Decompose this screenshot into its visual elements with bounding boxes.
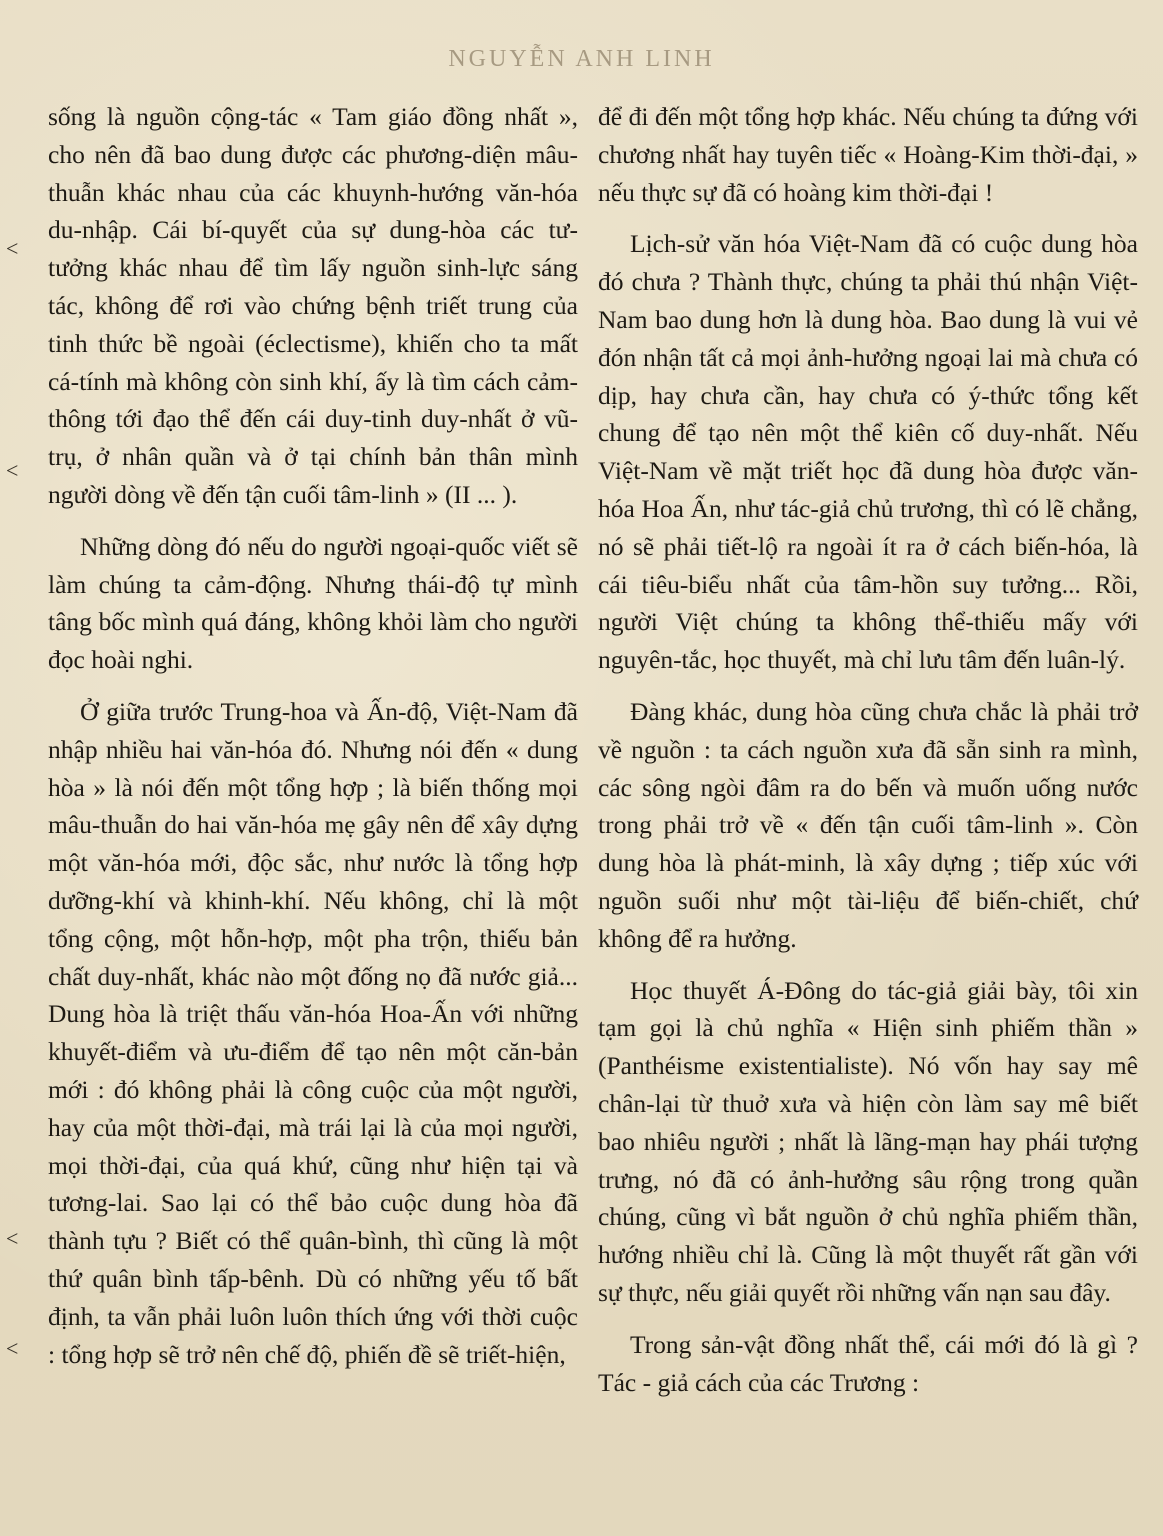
left-text-column <box>48 98 578 1387</box>
paragraph: Học thuyết Á-Đông do tác-giả giải bày, tôi xin tạm gọi là chủ nghĩa « Hiện sinh phiếm thần » (Panthéisme existentialiste). Nó vốn hay say mê chân-lại từ thuở xưa và hiện còn làm say mê biết bao nhiêu người ; nhất là lãng-mạn hay phái tượng trưng, nó đã có ảnh-hưởng sâu rộng trong quần chúng, cũng vì bắt nguồn ở chủ nghĩa phiếm thần, hướng nhiều chỉ là. Cũng là một thuyết rất gần với sự thực, nếu giải quyết rồi những vấn nạn sau đây. <box>598 975 1138 1307</box>
margin-mark: ˂ <box>6 1226 19 1251</box>
margin-mark: ˂ <box>6 236 19 261</box>
paragraph: Đàng khác, dung hòa cũng chưa chắc là phải trở về nguồn : ta cách nguồn xưa đã sẵn sinh ra mình, các sông ngòi đâm ra do bến và muốn uống nước trong phải trở về « đến tận cuối tâm-linh ». Còn dung hòa là phát-minh, là xây dựng ; tiếp xúc với nguồn suối như một tài-liệu để biến-chiết, chứ không để ra hưởng. <box>598 696 1138 953</box>
margin-mark: ˂ <box>6 1336 19 1361</box>
running-head: NGUYỄN ANH LINH <box>448 46 715 72</box>
paragraph: để đi đến một tổng hợp khác. Nếu chúng ta đứng với chương nhất hay tuyên tiếc « Hoàng-Kim thời-đại, » nếu thực sự đã có hoàng kim thời-đại ! <box>598 102 1138 207</box>
paragraph: sống là nguồn cộng-tác « Tam giáo đồng nhất », cho nên đã bao dung được các phương-diện mâu-thuẫn khác nhau của các khuynh-hướng văn-hóa du-nhập. Cái bí-quyết của sự dung-hòa các tư-tưởng khác nhau để tìm lấy nguồn sinh-lực sáng tác, không để rơi vào chứng bệnh triết trung của tinh thức bề ngoài (éclectisme), khiến cho ta mất cá-tính mà không còn sinh khí, ấy là tìm cách cảm-thông tới đạo thể đến cái duy-tinh duy-nhất ở vũ-trụ, ở nhân quần và ở tại chính bản thân mình người dòng về đến tận cuối tâm-linh » (II ... ). <box>48 102 578 509</box>
paragraph: Trong sản-vật đồng nhất thể, cái mới đó là gì ? Tác - giả cách của các Trương : <box>598 1329 1138 1397</box>
margin-mark: ˂ <box>6 458 19 483</box>
paragraph: Lịch-sử văn hóa Việt-Nam đã có cuộc dung hòa đó chưa ? Thành thực, chúng ta phải thú nhận Việt-Nam bao dung hơn là dung hòa. Bao dung là vui vẻ đón nhận tất cả mọi ảnh-hưởng ngoại lai mà chưa có dịp, hay chưa cần, hay chưa có ý-thức tổng kết chung để tạo nên một thể kiên cố duy-nhất. Nếu Việt-Nam về mặt triết học đã dung hòa được văn-hóa Hoa Ấn, như tác-giả chủ trương, thì có lẽ chẳng, nó sẽ phải tiết-lộ ra ngoài ít ra ở cách biến-hóa, là cái tiêu-biểu nhất của tâm-hồn suy tưởng... Rồi, người Việt chúng ta không thể-thiếu mấy với nguyên-tắc, học thuyết, mà chỉ lưu tâm đến luân-lý. <box>598 229 1138 675</box>
paragraph: Những dòng đó nếu do người ngoại-quốc viết sẽ làm chúng ta cảm-động. Nhưng thái-độ tự mình tâng bốc mình quá đáng, không khỏi làm cho người đọc hoài nghi. <box>48 531 578 675</box>
paragraph: Ở giữa trước Trung-hoa và Ấn-độ, Việt-Nam đã nhập nhiều hai văn-hóa đó. Nhưng nói đến « dung hòa » là nói đến một tổng hợp ; là biến thống mọi mâu-thuẫn do hai văn-hóa mẹ gây nên để xây dựng một văn-hóa mới, độc sắc, như nước là tổng hợp dưỡng-khí và khinh-khí. Nếu không, chỉ là một tổng cộng, một hỗn-hợp, một pha trộn, thiếu bản chất duy-nhất, khác nào một đống nọ đã nước giả... Dung hòa là triệt thấu văn-hóa Hoa-Ấn với những khuyết-điểm và ưu-điểm để tạo nên một căn-bản mới : đó không phải là công cuộc của một người, hay của một thời-đại, mà trái lại là của mọi người, mọi thời-đại, của quá khứ, cũng như hiện tại và tương-lai. Sao lại có thể bảo cuộc dung hòa đã thành tựu ? Biết có thể quân-bình, thì cũng là một thứ quân bình tấp-bênh. Dù có những yếu tố bất định, ta vẫn phải luôn luôn thích ứng với thời cuộc : tổng hợp sẽ trở nên chế độ, phiến đề sẽ triết-hiện, <box>48 696 578 1369</box>
right-text-column <box>598 98 1138 1415</box>
